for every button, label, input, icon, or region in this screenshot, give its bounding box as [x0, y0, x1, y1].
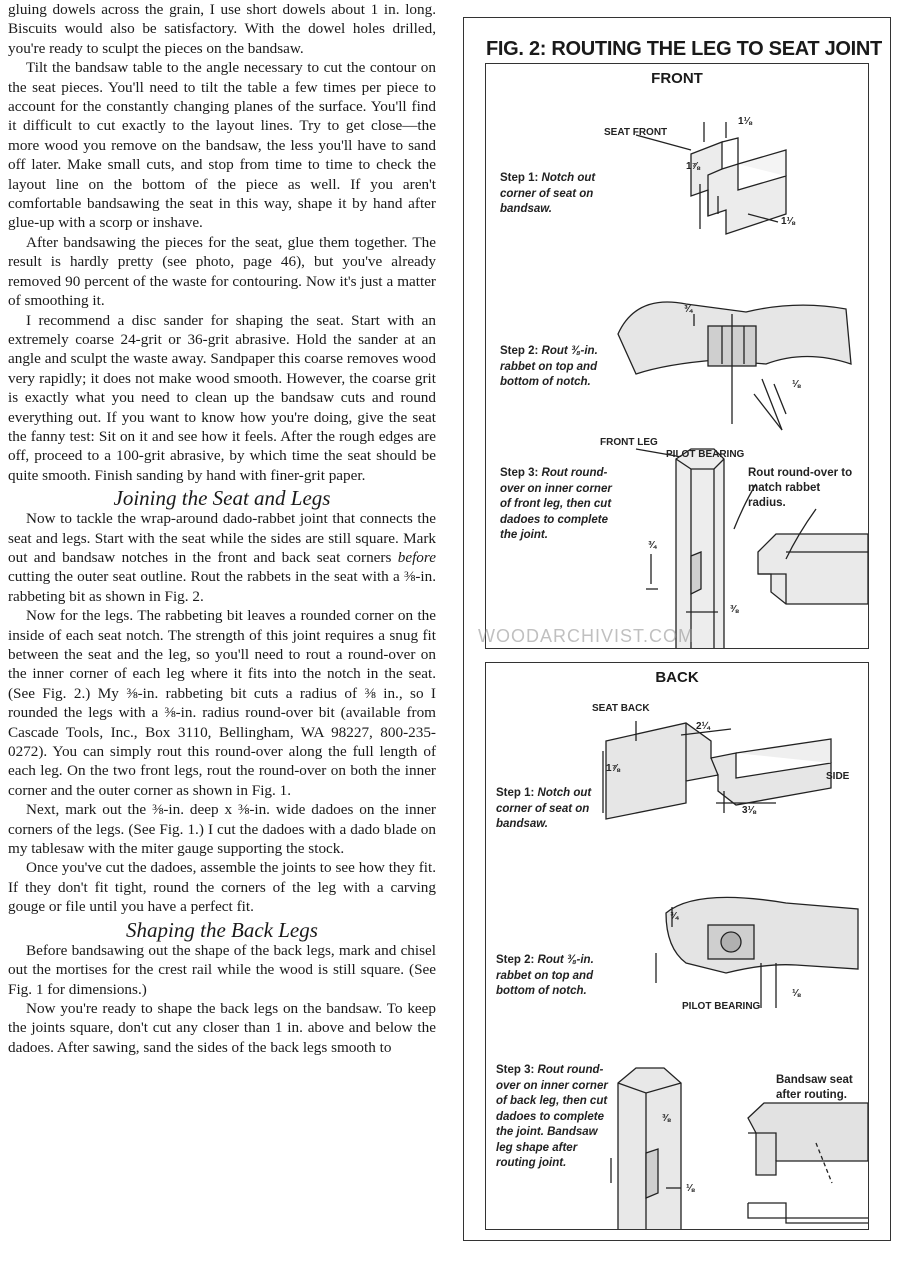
dim-label: 2¼ — [696, 721, 710, 732]
dim-label: 1⅛ — [781, 216, 795, 227]
figure-title: FIG. 2: ROUTING THE LEG TO SEAT JOINT — [486, 38, 882, 60]
step-text: Rout ⅜-in. rabbet on top and bottom of notch. — [496, 954, 594, 997]
step-text: Rout round-over on inner corner of front leg, then cut dadoes to complete the joint. — [500, 467, 612, 541]
note-roundover: Rout round-over to match rabbet radius. — [748, 467, 853, 509]
back-step-1 — [496, 786, 616, 833]
label-seat-front: SEAT FRONT — [604, 127, 668, 138]
label-side: SIDE — [826, 771, 850, 782]
paragraph: gluing dowels across the grain, I use short dowels about 1 in. long. Biscuits would also be satisfactory. With the dowel holes drilled, you're ready to sculpt the pieces on the bandsaw. — [8, 1, 436, 57]
step-title: Step 3: — [500, 467, 539, 479]
paragraph: Now you're ready to shape the back legs on the bandsaw. To keep the joints square, don't cut any closer than 1 in. above and below the dadoes. After sawing, sand the sides of the back legs smooth to — [8, 999, 436, 1056]
dim-label: 3⅛ — [742, 805, 756, 816]
step-text: Rout ⅜-in. rabbet on top and bottom of notch. — [500, 345, 598, 388]
dim-label: ¾ — [670, 911, 679, 922]
paragraph: Before bandsawing out the shape of the back legs, mark and chisel out the mortises for the crest rail while the wood is still square. (See Fig. 1 for dimensions.) — [8, 941, 436, 998]
back-heading: BACK — [655, 669, 699, 686]
dim-label: ⅛ — [686, 1183, 695, 1194]
paragraph: Next, mark out the ⅜-in. deep x ⅜-in. wide dadoes on the inner corners of the legs. (See Fig. 1.) I cut the dadoes with a dado blade on my tablesaw with the miter gauge supporting the stock. — [8, 801, 436, 858]
dim-label: ⅜ — [662, 1113, 671, 1124]
note-bandsaw: Bandsaw seat after routing. — [776, 1074, 853, 1101]
dim-label: ⅛ — [792, 988, 801, 999]
front-panel — [485, 63, 869, 649]
paragraph: I recommend a disc sander for shaping the seat. Start with an extremely coarse 24-grit or 36-grit abrasive. Hold the sander at an angle and sculpt the waste away. Sandpaper this coarse removes wood very rapidly; it does not make wood smooth. However, the coarse grit is exactly what you need to clean up the bandsaw cuts and round everything out. If you want to know how you're doing, give the seat the fanny test: Sit on it and see how it feels. After the rough edges are off, proceed to a 100-grit abrasive, by which time the seat should be quite smooth. Finish sanding by hand with finer-grit paper. — [8, 311, 436, 484]
step-title: Step 2: — [496, 954, 535, 966]
back-step-3 — [496, 1063, 616, 1172]
paragraph-part: Now to tackle the wrap-around dado-rabbet joint that connects the seat and legs. Start with the seat while the sides are still square. Mark out and bandsaw notches in the front and back seat corners — [8, 510, 436, 566]
emphasis-before: before — [397, 548, 436, 566]
paragraph-part: cutting the outer seat outline. Rout the rabbets in the seat with a ⅜-in. rabbeting bit as shown in Fig. 2. — [8, 568, 436, 605]
label-pilot-bearing: PILOT BEARING — [682, 1001, 761, 1012]
label-pilot-bearing: PILOT BEARING — [666, 449, 745, 460]
step-title: Step 1: — [496, 787, 535, 799]
paragraph: After bandsawing the pieces for the seat, glue them together. The result is hardly pretty (see photo, page 46), but you've already removed 90 percent of the waste for contouring. Now it's just a matter of smoothing it. — [8, 233, 436, 310]
dim-label: ¾ — [648, 540, 657, 551]
watermark-text: WOODARCHIVIST.COM — [478, 626, 695, 646]
article-text-column — [8, 0, 436, 1057]
section-heading-back-legs: Shaping the Back Legs — [126, 917, 318, 942]
dim-label: 1⅞ — [606, 763, 620, 774]
step-title: Step 3: — [496, 1064, 535, 1076]
section-heading-joining: Joining the Seat and Legs — [113, 486, 331, 511]
dim-label: ⅜ — [730, 604, 739, 615]
paragraph — [8, 509, 436, 606]
label-front-leg: FRONT LEG — [600, 437, 658, 448]
dim-label: 1⅞ — [686, 161, 700, 172]
paragraph: Tilt the bandsaw table to the angle necessary to cut the contour on the seat pieces. You'll need to tilt the table a few times per piece to account for the constantly changing planes of the surface. You'll find it difficult to cut exactly to the layout lines. Try to get close—the more wood you remove on the bandsaw, the less you'll have to sand off later. Make small cuts, and stop from time to time to check the layout line on the bottom of the piece as well. If you aren't comfortable bandsawing the seat in this way, shape it by hand after glue-up with a scorp or inshave. — [8, 59, 436, 232]
label-seat-back: SEAT BACK — [592, 703, 650, 714]
step-text: Notch out corner of seat on bandsaw. — [500, 172, 596, 215]
step-text: Notch out corner of seat on bandsaw. — [496, 787, 592, 830]
step-title: Step 1: — [500, 172, 539, 184]
front-step-2 — [500, 344, 620, 391]
paragraph: Now for the legs. The rabbeting bit leaves a rounded corner on the inside of each seat notch. The strength of this joint requires a snug fit between the seat and the leg, so you'll need to rout a round-over on the inner corner of each leg where it fits into the notch in the seat. (See Fig. 2.) My ⅜-in. rabbeting bit cuts a radius of ⅜ in., so I rounded the legs with a ⅜-in. radius round-over bit (available from Cascade Tools, Inc., Box 3110, Bellingham, WA 98227, 800-235-0272). You can simply rout this round-over along the full length of each leg. On the two front legs, rout the round-over on both the inner corner and the outer corner as shown in Fig. 1. — [8, 607, 436, 799]
front-heading: FRONT — [651, 70, 703, 87]
front-step-1 — [500, 171, 620, 218]
back-panel — [485, 662, 869, 1230]
dim-label: ⅛ — [792, 379, 801, 390]
dim-label: 1⅛ — [738, 116, 752, 127]
paragraph: Once you've cut the dadoes, assemble the joints to see how they fit. If they don't fit tight, round the corners of the leg with a carving gouge or file until you have a perfect fit. — [8, 859, 436, 916]
dim-label: ¾ — [684, 304, 693, 315]
step-text: Rout round-over on inner corner of back leg, then cut dadoes to complete the joint. Bandsaw leg shape after routing joint. — [496, 1064, 608, 1169]
back-step-2 — [496, 953, 616, 1000]
step-title: Step 2: — [500, 345, 539, 357]
front-step-3 — [500, 466, 620, 544]
